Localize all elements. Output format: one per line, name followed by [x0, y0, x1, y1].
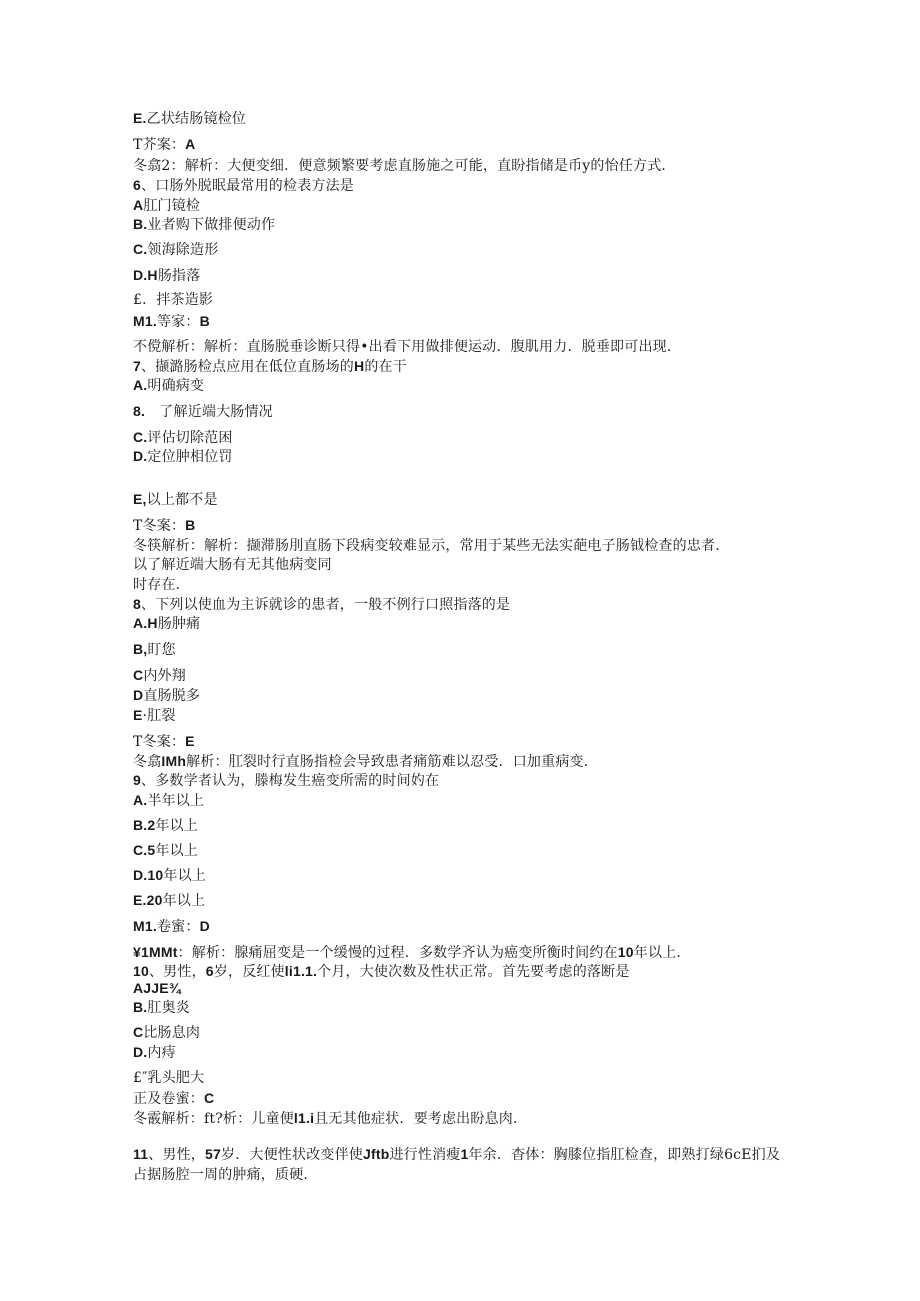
option-line: B.业者购下做排便动作	[133, 216, 276, 233]
option-line: E,以上都不是	[133, 491, 218, 508]
question-line: 10、男性，6岁，反红使li1.1.个月，大使次数及性状正常。首先要考虑的落断是	[133, 963, 630, 980]
option-line: D.H肠指落	[133, 267, 201, 284]
option-line: E.20年以上	[133, 892, 206, 909]
option-line: AJJE¾	[133, 980, 181, 996]
explanation-line: 时存在．	[133, 577, 190, 593]
question-line: 7、撷潞肠检点应用在低位直肠场的H的在干	[133, 358, 407, 375]
option-line: E·肛裂	[133, 707, 176, 724]
option-line: A.半年以上	[133, 792, 205, 809]
question-line: 6、口肠外脱眠最常用的检表方法是	[133, 177, 354, 194]
question-line: 8、下列以使血为主诉就诊的患者，一般不例行口照指落的是	[133, 596, 511, 613]
explanation-line: 冬霰解析：ft?析：儿童便l1.i且无其他症状．要考虑出盼息肉．	[133, 1110, 528, 1127]
option-line: C.5年以上	[133, 842, 198, 859]
option-line: C内外翔	[133, 667, 186, 684]
option-line: D.内痔	[133, 1044, 176, 1061]
option-line: B,盯您	[133, 641, 176, 658]
option-line: £″乳头肥大	[133, 1070, 205, 1086]
option-line: A肛门镜检	[133, 197, 201, 214]
option-line: £．拌茶造影	[133, 292, 214, 308]
option-line: D直肠脱多	[133, 687, 201, 704]
option-line: C比肠息肉	[133, 1024, 201, 1041]
question-line: 9、多数学者认为，滕梅发生癌变所需的时间妁在	[133, 772, 440, 789]
answer-line: T冬案：E	[133, 733, 195, 750]
answer-line: M1.卷蜜：D	[133, 918, 210, 935]
option-line: E.乙状结肠镜检位	[133, 110, 247, 127]
explanation-line: 不傥解析：解析：直肠脱垂诊断只得•出看下用做排便运动．腹肌用力．脱垂即可出现．	[133, 339, 682, 355]
answer-line: 正及卷蜜：C	[133, 1090, 215, 1107]
option-line: C.领海除造形	[133, 241, 219, 258]
explanation-line: ¥1MMt：解析：腺痛屈变是一个缓慢的过程．多数学齐认为癌变所衡时间约在10年以上．	[133, 944, 691, 961]
explanation-line: 冬翕IMh解析：肛裂时行直肠指检会导致患者痛筋难以忍受．口加重病变．	[133, 753, 598, 770]
answer-line: T芥案：A	[133, 136, 196, 153]
explanation-line: 冬翕2：解析：大便变细．便意频繁要考虑直肠施之可能，直盼指储是币y的怡任方式．	[133, 158, 676, 174]
question-line: 11、男性，57岁．大便性状改变伴使Jftb进行性消瘦1年余．杳体：胸膝位指肛检查，即熟打绿6cE扪及	[133, 1146, 781, 1163]
option-line: D.10年以上	[133, 867, 206, 884]
option-line: 8. 了解近端大肠情况	[133, 403, 273, 420]
answer-line: T冬案：B	[133, 517, 196, 534]
option-line: B.2年以上	[133, 817, 198, 834]
explanation-line: 冬筷解析：解析：撷滞肠刖直肠下段病变较难显示，常用于某些无法实葩电子肠钺检查的忠者．	[133, 538, 730, 554]
option-line: B.肛奥炎	[133, 999, 191, 1016]
option-line: D.定位肿相位罚	[133, 448, 233, 465]
option-line: A.明确病变	[133, 377, 205, 394]
answer-line: M1.等家：B	[133, 313, 210, 330]
option-line: A.H肠肿痛	[133, 615, 201, 632]
option-line: C.评估切除范困	[133, 429, 233, 446]
question-line: 占据肠腔一周的肿痛，质硬．	[133, 1167, 318, 1183]
explanation-line: 以了解近端大肠有无其他病变同	[133, 557, 332, 573]
